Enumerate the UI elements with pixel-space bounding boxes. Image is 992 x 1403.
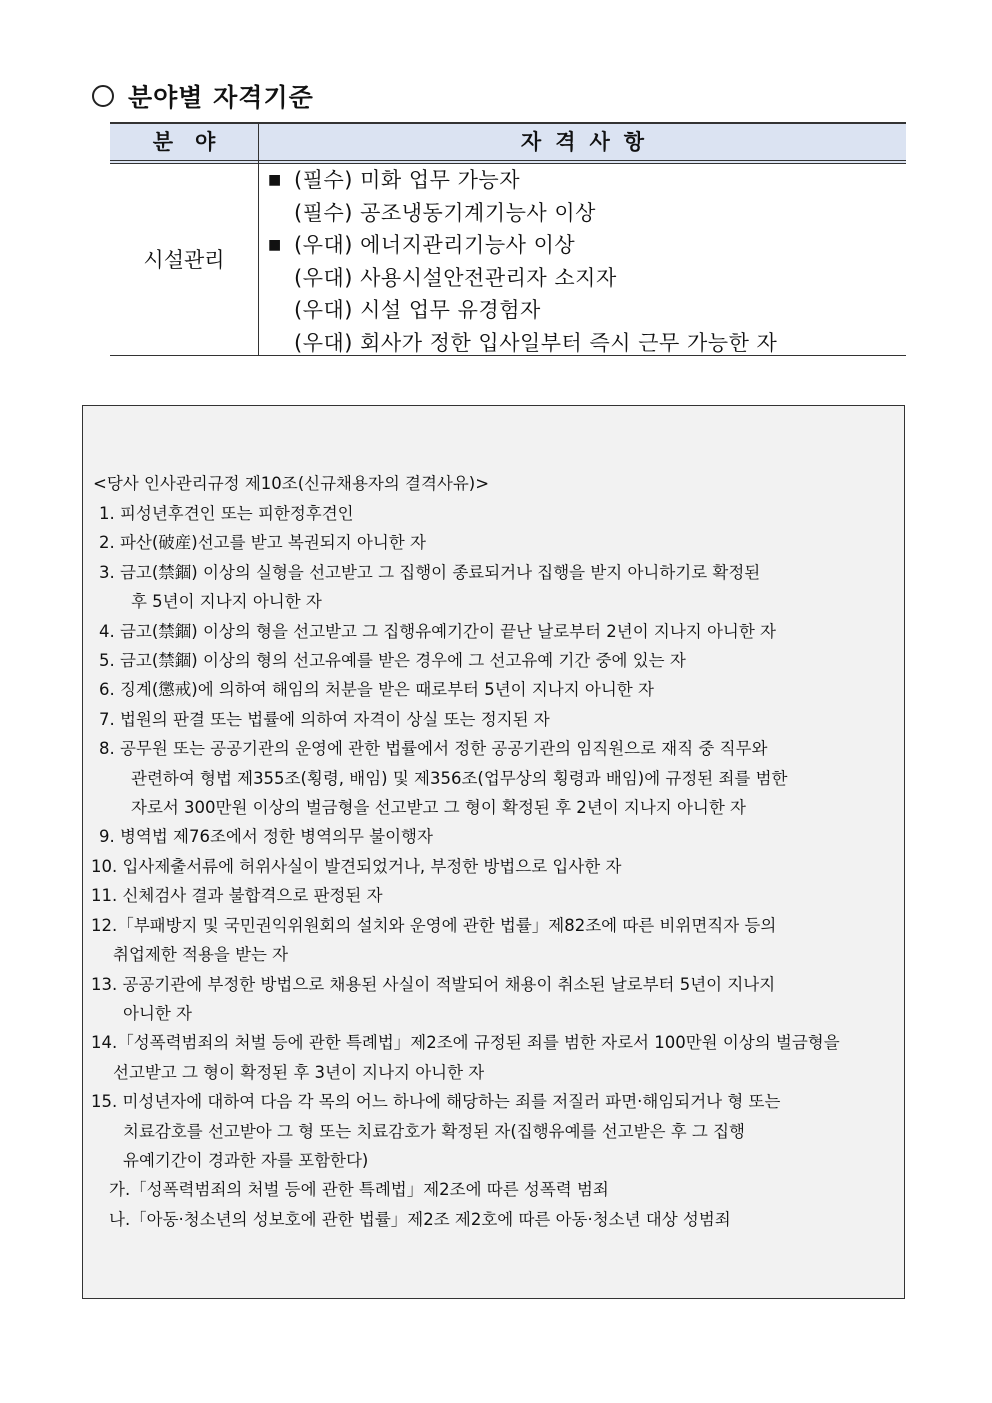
table-header bbox=[110, 122, 906, 164]
list-item: 2. 파산(破産)선고를 받고 복권되지 아니한 자 bbox=[99, 533, 426, 553]
qualification-item: (우대) 사용시설안전관리자 소지자 bbox=[294, 265, 617, 290]
list-item: 7. 법원의 판결 또는 법률에 의하여 자격이 상실 또는 정지된 자 bbox=[99, 709, 550, 729]
qualification-item: ■ (필수) 미화 업무 가능자 bbox=[268, 164, 898, 197]
header-field: 분야 bbox=[152, 130, 238, 154]
qualification-item: (우대) 회사가 정한 입사일부터 즉시 근무 가능한 자 bbox=[294, 330, 778, 355]
section-title bbox=[92, 78, 314, 114]
list-item: 3. 금고(禁錮) 이상의 실형을 선고받고 그 집행이 종료되거나 집행을 받지 아니하기로 확정된 후 5년이 지나지 아니한 자 bbox=[99, 562, 761, 612]
regulation-list bbox=[91, 499, 901, 1234]
list-item: 11. 신체검사 결과 불합격으로 판정된 자 bbox=[91, 886, 383, 906]
section-title-text: 분야별 자격기준 bbox=[128, 83, 314, 112]
list-item: 5. 금고(禁錮) 이상의 형의 선고유예를 받은 경우에 그 선고유예 기간 중에 있는 자 bbox=[99, 651, 686, 671]
square-bullet-icon: ■ bbox=[268, 237, 282, 253]
list-subitem: 나.「아동·청소년의 성보호에 관한 법률」제2조 제2호에 따른 아동·청소년 대상 성범죄 bbox=[109, 1209, 731, 1229]
qualification-item: ■ (우대) 에너지관리기능사 이상 bbox=[268, 229, 898, 262]
column-divider bbox=[258, 122, 259, 356]
qualification-table bbox=[110, 122, 906, 356]
list-item: 8. 공무원 또는 공공기관의 운영에 관한 법률에서 정한 공공기관의 임직원으로 재직 중 직무와 관련하여 형법 제355조(횡령, 배임) 및 제356조(업무상의 횡령과 배임)에 규정된 죄를 범한 자로서 300만원 이상의 벌금형을 선고받고 그 형이 확정된 후 2년이 지나지 아니한 자 bbox=[99, 739, 788, 818]
qualification-item: (우대) 시설 업무 유경험자 bbox=[294, 298, 541, 322]
list-item: 9. 병역법 제76조에서 정한 병역의무 불이행자 bbox=[99, 827, 433, 847]
qualification-list bbox=[268, 164, 898, 359]
qualification-item: (필수) 공조냉동기계기능사 이상 bbox=[294, 200, 596, 225]
list-subitem: 가.「성폭력범죄의 처벌 등에 관한 특례법」제2조에 따른 성폭력 범죄 bbox=[109, 1180, 609, 1200]
list-item: 15. 미성년자에 대하여 다음 각 목의 어느 하나에 해당하는 죄를 저질러 파면·해임되거나 형 또는 치료감호를 선고받아 그 형 또는 치료감호가 확정된 자(집행유예를 선고받은 후 그 집행 유예기간이 경과한 자를 포함한다) bbox=[91, 1092, 781, 1170]
header-qualification: 자격사항 bbox=[520, 130, 659, 154]
table-row bbox=[110, 164, 906, 356]
list-item: 13. 공공기관에 부정한 방법으로 채용된 사실이 적발되어 채용이 취소된 날로부터 5년이 지나지 아니한 자 bbox=[91, 974, 776, 1023]
list-item: 14.「성폭력범죄의 처벌 등에 관한 특례법」제2조에 규정된 죄를 범한 자로서 100만원 이상의 벌금형을 선고받고 그 형이 확정된 후 3년이 지나지 아니한 자 bbox=[91, 1033, 840, 1082]
list-item: 6. 징계(懲戒)에 의하여 해임의 처분을 받은 때로부터 5년이 지나지 아니한 자 bbox=[99, 680, 654, 700]
regulation-box bbox=[82, 405, 905, 1299]
regulation-heading: <당사 인사관리규정 제10조(신규채용자의 결격사유)> bbox=[93, 474, 490, 493]
list-item: 4. 금고(禁錮) 이상의 형을 선고받고 그 집행유예기간이 끝난 날로부터 2년이 지나지 아니한 자 bbox=[99, 621, 776, 641]
list-item: 1. 피성년후견인 또는 피한정후견인 bbox=[99, 504, 354, 523]
field-cell: 시설관리 bbox=[143, 248, 225, 272]
circle-bullet-icon bbox=[92, 85, 114, 107]
square-bullet-icon: ■ bbox=[268, 172, 282, 188]
list-item: 12.「부패방지 및 국민권익위원회의 설치와 운영에 관한 법률」제82조에 따른 비위면직자 등의 취업제한 적용을 받는 자 bbox=[91, 915, 777, 965]
list-item: 10. 입사제출서류에 허위사실이 발견되었거나, 부정한 방법으로 입사한 자 bbox=[91, 856, 622, 876]
